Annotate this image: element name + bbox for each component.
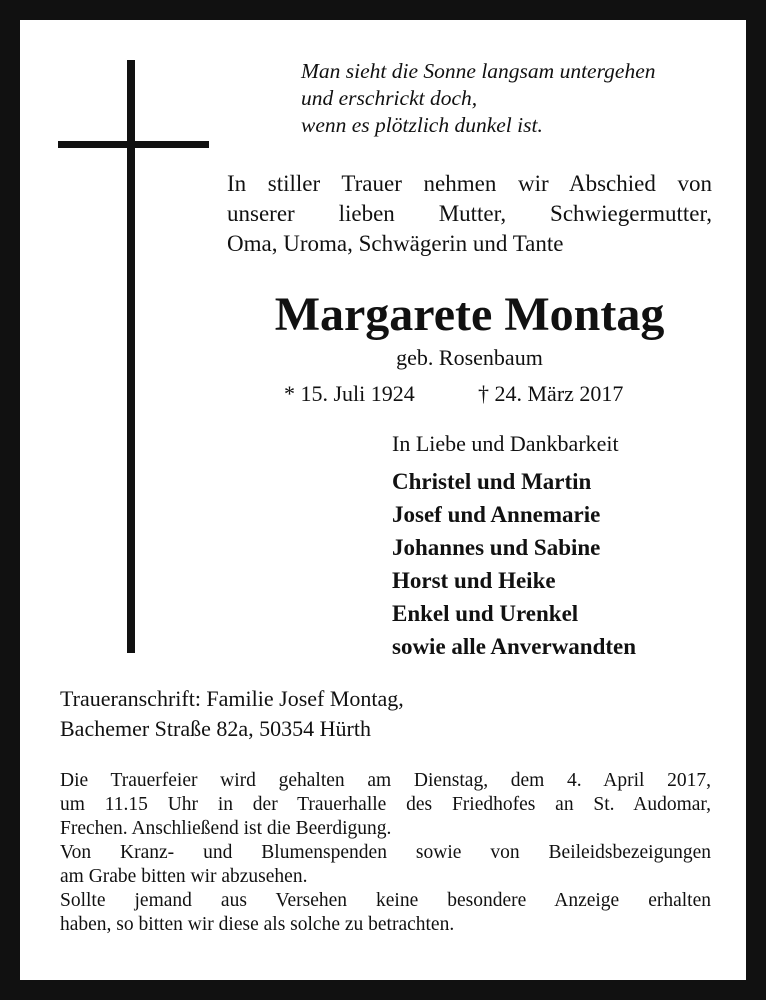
maiden-name: geb. Rosenbaum bbox=[396, 345, 543, 370]
mourner-entry: Horst und Heike bbox=[392, 568, 556, 593]
intro-text bbox=[227, 169, 712, 259]
deceased-name: Margarete Montag bbox=[274, 288, 665, 341]
intro-line: unserer lieben Mutter, Schwiegermutter, bbox=[227, 201, 712, 226]
dedication-line: In Liebe und Dankbarkeit bbox=[392, 431, 619, 456]
mourning-address bbox=[60, 684, 720, 744]
info-line: Die Trauerfeier wird gehalten am Dienstag, dem 4. April 2017, bbox=[60, 770, 711, 791]
intro-line: In stiller Trauer nehmen wir Abschied von bbox=[227, 171, 712, 196]
poem-line: wenn es plötzlich dunkel ist. bbox=[301, 113, 543, 137]
death-date: † 24. März 2017 bbox=[478, 381, 624, 406]
birth-date: * 15. Juli 1924 bbox=[284, 381, 415, 406]
mourner-entry: Enkel und Urenkel bbox=[392, 601, 579, 626]
poem-line: Man sieht die Sonne langsam untergehen bbox=[301, 59, 656, 83]
mourner-entry: Josef und Annemarie bbox=[392, 502, 601, 527]
funeral-info bbox=[60, 769, 711, 937]
info-line: am Grabe bitten wir abzusehen. bbox=[60, 866, 308, 887]
address-line: Traueranschrift: Familie Josef Montag, bbox=[60, 686, 404, 711]
info-line: um 11.15 Uhr in der Trauerhalle des Friedhofes an St. Audomar, bbox=[60, 794, 711, 815]
cross-icon-crossbar bbox=[58, 141, 209, 148]
info-line: Von Kranz- und Blumenspenden sowie von Beileidsbezeigungen bbox=[60, 842, 711, 863]
info-line: Sollte jemand aus Versehen keine besondere Anzeige erhalten bbox=[60, 890, 711, 911]
mourner-entry: Christel und Martin bbox=[392, 469, 592, 494]
mourner-entry: Johannes und Sabine bbox=[392, 535, 601, 560]
intro-line: Oma, Uroma, Schwägerin und Tante bbox=[227, 231, 564, 256]
info-line: Frechen. Anschließend ist die Beerdigung. bbox=[60, 818, 392, 839]
mourners-list bbox=[392, 465, 722, 663]
mourner-entry: sowie alle Anverwandten bbox=[392, 634, 637, 659]
poem-line: und erschrickt doch, bbox=[301, 86, 478, 110]
cross-icon bbox=[127, 60, 135, 653]
address-line: Bachemer Straße 82a, 50354 Hürth bbox=[60, 716, 371, 741]
poem-quote bbox=[301, 58, 721, 139]
info-line: haben, so bitten wir diese als solche zu betrachten. bbox=[60, 914, 455, 935]
